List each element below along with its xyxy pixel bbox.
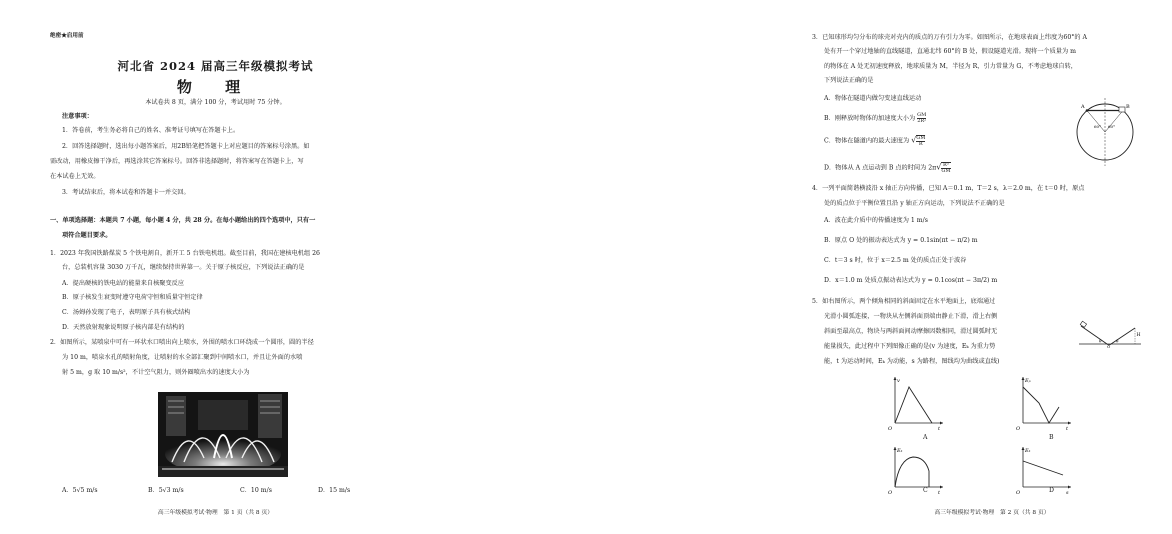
question-stem: 能量损失，此过程中下列图像正确的是(v 为速度，Eₖ 为重力势 [824,343,996,350]
option-c: C．10 m/s [240,487,272,494]
secret-label: 绝密★启用前 [50,33,84,39]
fig-angle: 60° [1094,124,1102,129]
page-footer: 高三年级模拟考试·物理 第 1 页（共 8 页） [157,510,274,516]
question-stem: 处有开一个穿过地轴的直线隧道，直通北纬 60°的 B 处，假设隧道光滑。现将一个质量为 m [824,48,1076,55]
question-stem: 2．如图所示，某喷泉中可有一环状水口喷出向上喷水，外围的喷水口环绕成一个圆形，圆的半径 [50,339,314,346]
section-heading: 一、单项选择题：本题共 7 小题，每小题 4 分，共 28 分。在每小题给出的四个选项中，只有一 [50,217,316,224]
notice-title: 注意事项： [62,113,93,120]
graph-a-label: A [923,434,928,441]
graph-a-yaxis: v [897,378,900,384]
notice-line: 3．考试结束后，将本试卷和答题卡一并交回。 [62,189,190,196]
graph-b [1015,375,1073,433]
graph-d-label: D [1049,487,1054,494]
fig-origin: O [1107,344,1111,349]
graph-b-xaxis: t [1066,426,1069,432]
graph-d-yaxis: Eₖ [1025,448,1031,454]
page-footer: 高三年级模拟考试·物理 第 2 页（共 8 页） [934,510,1050,516]
question-stem: 的物体在 A 处无初速度释放，地球质量为 M，半径为 R，引力常量为 G，不考虑地球自转， [824,63,1077,70]
graph-d-origin: O [1016,490,1021,496]
question-stem: 斜面至最高点，物块与两斜面间动摩擦因数相同，滑过圆弧时无 [824,328,998,335]
option-a: A．5√5 m/s [62,487,98,494]
graph-b-label: B [1049,434,1054,441]
question-stem: 1．2023 年我国铁路煤炭 5 个铁电割自，新开工 5 台铁电机组。截至目前，我国在建核电机组 26 [50,250,320,257]
option: D．x＝1.0 m 处质点振动表达式为 y = 0.1cos(πt − 3π/2) m [824,277,998,284]
question-stem: 能，t 为运动时间，Eₖ 为动能，s 为路程，图线均为曲线或直线) [824,358,1000,365]
inclines-figure [1077,318,1143,348]
option: C．物体在隧道内的最大速度为 √ $\frac{GM}{R}$ [824,135,926,147]
graph-d [1015,445,1073,495]
question-stem: 下列说法正确的是 [824,77,874,84]
earth-tunnel-figure [1073,92,1137,168]
subject-title: 物 理 [176,78,255,96]
option: A．物体在隧道内做匀变速直线运动 [824,95,922,102]
formula-c: $\frac{GM}{R}$ [916,135,926,147]
fig-label-b: B [1126,104,1130,110]
notice-line: 在本试卷上无效。 [50,173,100,180]
right-page [397,0,1141,534]
exam-title: 河北省 2024 届高三年级模拟考试 [117,59,314,73]
question-stem: 为 10 m，喷泉水孔的喷射角度，让喷射的水全部汇聚到中间喷水口，并且让外面的水喷 [62,354,303,361]
section-heading: 项符合题目要求。 [62,232,112,239]
fig-label-h: H [1136,333,1141,338]
fig-theta: θ [1099,338,1102,344]
graph-c [887,445,945,495]
option: B．原点 O 处的振动表达式为 y = 0.1sin(πt − π/2) m [824,237,978,244]
question-stem: 3．已知球形均匀分布的球壳对壳内的质点的万有引力为零。如图所示，在地球表面上纬度为60°的 A [812,34,1088,41]
graph-a [887,375,945,433]
option: A．波在此介质中的传播速度为 1 m/s [824,217,928,224]
question-stem: 5．如右图所示，两个倾角相同的斜面固定在水平地面上，底端通过 [812,298,996,305]
formula-b: $\frac{GM}{\text{2R²}}$ [917,112,927,124]
graph-d-xaxis: s [1066,490,1069,496]
graph-a-xaxis: t [938,426,941,432]
left-page [0,0,397,534]
question-stem: 处的质点位于平衡位置且沿 y 轴正方向运动，下列说法不正确的是 [824,200,1005,207]
fig-theta: θ [1116,338,1119,344]
option: B．刚释放时物体的加速度大小为 $\frac{GM}{\text{2R²}}$ [824,112,927,124]
fig-label-a: A [1081,104,1085,110]
option: D．物体从 A 点运动到 B 点的时间为 2π√ $\frac{\text{R³}}{GM}$ [824,162,951,174]
option: C．汤姆孙发现了电子，表明原子具有核式结构 [62,309,191,316]
graph-b-origin: O [1016,426,1021,432]
graph-c-xaxis: t [938,490,941,496]
graph-c-origin: O [888,490,893,496]
graph-c-yaxis: Eₖ [897,448,903,454]
notice-line: 需改动，用橡皮擦干净后，再选涂其它答案标号。回答非选择题时，将答案写在答题卡上，写 [50,158,304,165]
question-stem: 光滑小圆弧连接，一物块从左侧斜面顶端由静止下滑，滑上右侧 [824,313,998,320]
option-b: B．5√3 m/s [148,487,184,494]
option: A．提出硬核的铁电站的能量来自核聚变反应 [62,280,185,287]
graph-b-yaxis: Eₚ [1025,378,1031,384]
option-d: D．15 m/s [318,487,351,494]
option: B．原子核发生衰变时遵守电荷守恒和质量守恒定律 [62,294,203,301]
notice-line: 2．回答选择题时，选出每小题答案后，用2B铅笔把答题卡上对应题目的答案标号涂黑。如 [62,143,310,150]
option: C．t＝3 s 时，位于 x＝2.5 m 处的质点正处于波谷 [824,257,967,264]
fig-angle: 60° [1108,124,1116,129]
fountain-image [158,392,288,477]
formula-d: $\frac{\text{R³}}{GM}$ [941,162,951,174]
notice-line: 1．答卷前，考生务必将自己的姓名、准考证号填写在答题卡上。 [62,127,240,134]
exam-info: 本试卷共 8 页，满分 100 分，考试用时 75 分钟。 [145,99,286,106]
option: D．天然放射现象说明原子核内部是有结构的 [62,324,185,331]
question-stem: 4．一列平面简谐横波沿 x 轴正方向传播，已知 A＝0.1 m，T＝2 s，λ＝2.0 m，在 t＝0 时，原点 [812,185,1085,192]
question-stem: 台，总装机容量 3030 万千瓦，继续保持世界第一。关于原子核反应，下列说法正确的是 [62,264,305,271]
fountain-photo [158,392,288,477]
graph-c-label: C [923,487,928,494]
question-stem: 射 5 m，g 取 10 m/s²，不计空气阻力，则外圈喷出水的速度大小为 [62,369,250,376]
graph-a-origin: O [888,426,893,432]
